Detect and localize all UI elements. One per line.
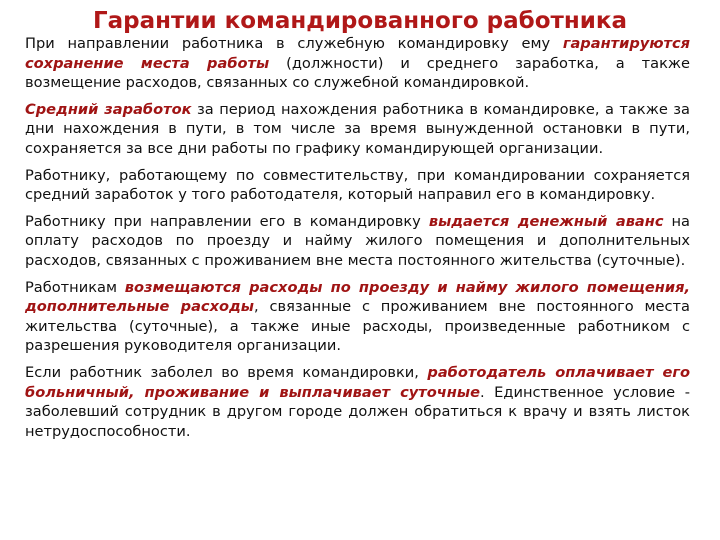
text-run: При направлении работника в служебную командировку ему xyxy=(25,35,563,52)
paragraph xyxy=(25,363,690,441)
text-run: , связанные с проживанием вне постоянного места жительства (суточные), а также иные расходы, произведенные работником с разрешения руководителя организации. xyxy=(25,298,691,355)
slide-body xyxy=(25,34,690,448)
paragraph xyxy=(25,166,690,205)
paragraph xyxy=(25,212,690,271)
slide-title: Гарантии командированного работника xyxy=(93,8,627,34)
text-run: Если работник заболел во время командировки, xyxy=(25,363,428,381)
text-run: Работникам xyxy=(25,278,125,296)
highlighted-text: возмещаются расходы по проезду и найму жилого помещения, дополнительные расходы xyxy=(25,278,690,316)
text-run: за период нахождения работника в командировке, а также за дни нахождения в пути, в том числе за время вынужденной остановки в пути, сохраняется за все дни работы по графику командирующей организации. xyxy=(25,100,690,157)
highlighted-text: гарантируются сохранение места работы xyxy=(25,35,690,72)
paragraph xyxy=(25,278,690,356)
text-run: . Единственное условие - заболевший сотрудник в другом городе должен обратиться к врачу и взять листок нетрудоспособности. xyxy=(25,383,691,440)
highlighted-text: Средний заработок xyxy=(25,100,192,118)
paragraph xyxy=(25,100,690,159)
text-run: (должности) и среднего заработка, а также возмещение расходов, связанных со служебной командировкой. xyxy=(25,54,691,92)
paragraph xyxy=(25,34,690,93)
highlighted-text: выдается денежный аванс xyxy=(428,212,664,230)
highlighted-text: работодатель оплачивает его больничный, проживание и выплачивает суточные xyxy=(25,363,690,401)
text-run: Работнику, работающему по совместительству, при командировании сохраняется средний заработок у того работодателя, который направил его в командировку. xyxy=(25,166,690,204)
text-run: на оплату расходов по проезду и найму жилого помещения и дополнительных расходов, связанных с проживанием вне места постоянного жительства (суточные). xyxy=(25,212,691,269)
text-run: Работнику при направлении его в командировку xyxy=(25,212,429,230)
